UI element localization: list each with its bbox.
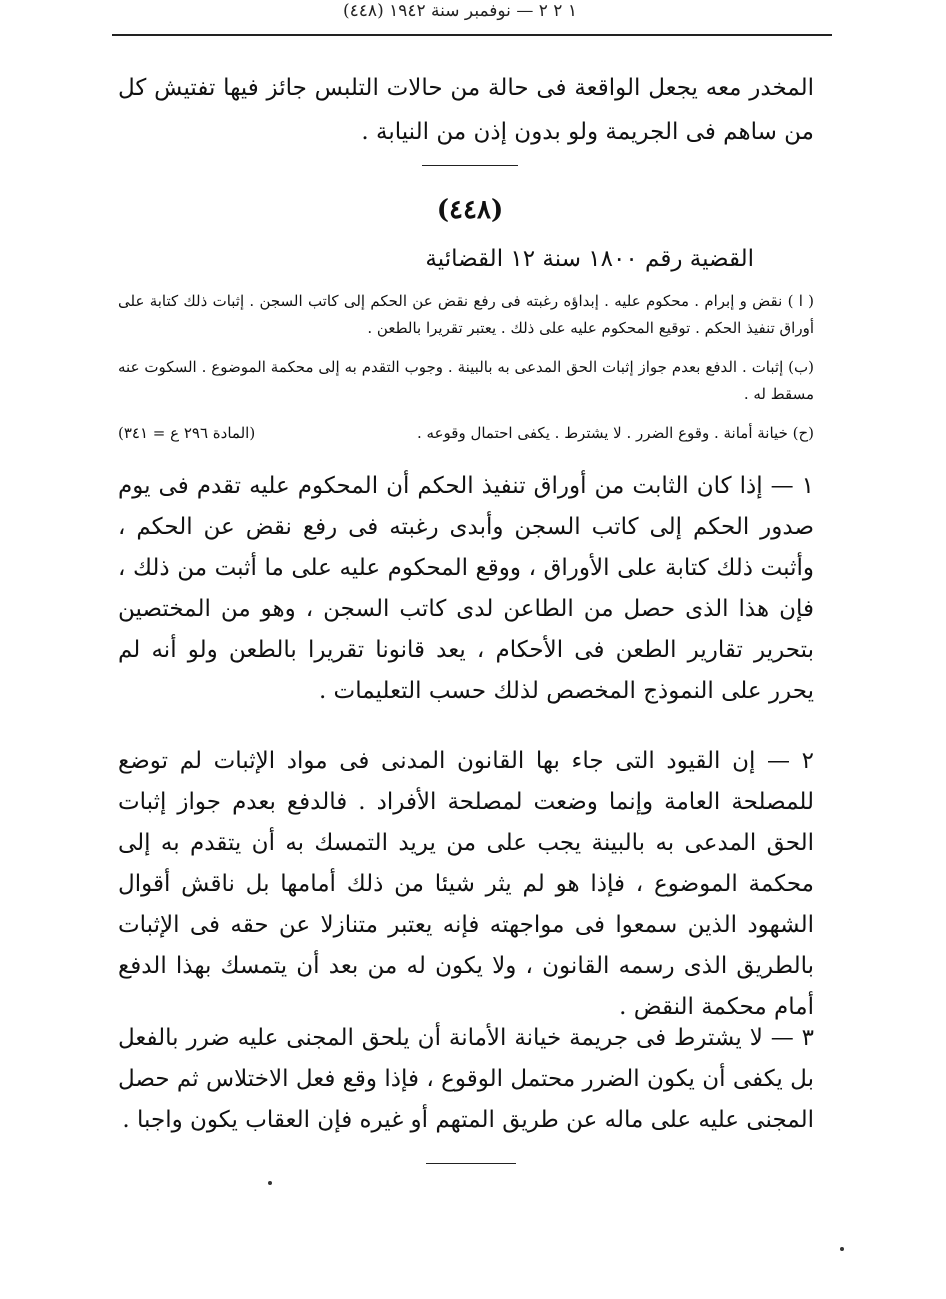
summary-item-c-article: (المادة ٢٩٦ ع = ٣٤١) [118, 424, 256, 442]
section-separator [422, 165, 518, 166]
summary-item-c-row [118, 420, 814, 447]
summary-item-b: (ب) إثبات . الدفع بعدم جواز إثبات الحق المدعى به بالبينة . وجوب التقدم به إلى محكمة الموضوع . السكوت عنه مسقط له . [118, 358, 814, 403]
running-header: ١ ٢ ٢ — نوفمبر سنة ١٩٤٢ (٤٤٨) [343, 1, 577, 21]
scan-speck [268, 1181, 272, 1185]
end-separator [426, 1163, 516, 1164]
header-rule [112, 34, 832, 36]
case-number: (٤٤٨) [436, 195, 504, 225]
summary-item-a: ( ا ) نقض و إبرام . محكوم عليه . إبداؤه رغبته فى رفع نقض عن الحكم إلى كاتب السجن . إثبات ذلك كتابة على أوراق تنفيذ الحكم . توقيع المحكوم عليه على ذلك . يعتبر تقريرا بالطعن . [118, 292, 814, 337]
ruling-paragraph-2: ٢ — إن القيود التى جاء بها القانون المدنى فى مواد الإثبات لم توضع للمصلحة العامة وإنما وضعت لمصلحة الأفراد . فالدفع بعدم جواز إثبات الحق المدعى به بالبينة يجب على من يريد التمسك به أن يتقدم به إلى محكمة الموضوع ، فإذا هو لم يثر شيئا من ذلك أمامها بل ناقش أقوال الشهود الذين سمعوا فى مواجهته فإنه يعتبر متنازلا عن حقه فى الإثبات بالطريق الذى رسمه القانون ، ولا يكون له من بعد أن يتمسك بهذا الدفع أمام محكمة النقض . [118, 748, 814, 1020]
ruling-paragraph-1: ١ — إذا كان الثابت من أوراق تنفيذ الحكم أن المحكوم عليه تقدم فى يوم صدور الحكم إلى كاتب السجن وأبدى رغبته فى رفع نقض عن الحكم ، وأثبت ذلك كتابة على الأوراق ، ووقع المحكوم عليه على ما أثبت من ذلك ، فإن هذا الذى حصل من الطاعن لدى كاتب السجن ، وهو من المختصين بتحرير تقارير الطعن فى الأحكام ، يعد قانونا تقريرا بالطعن ولو أنه لم يحرر على النموذج المخصص لذلك حسب التعليمات . [118, 473, 814, 704]
case-reference: القضية رقم ١٨٠٠ سنة ١٢ القضائية [425, 246, 754, 272]
intro-paragraph: المخدر معه يجعل الواقعة فى حالة من حالات التلبس جائز فيها تفتيش كل من ساهم فى الجريمة ولو بدون إذن من النيابة . [118, 75, 814, 145]
ruling-paragraph-3: ٣ — لا يشترط فى جريمة خيانة الأمانة أن يلحق المجنى عليه ضرر بالفعل بل يكفى أن يكون الضرر محتمل الوقوع ، فإذا وقع فعل الاختلاس ثم حصل المجنى عليه على ماله عن طريق المتهم أو غيره فإن العقاب يكون واجبا . [118, 1025, 814, 1133]
scan-speck [840, 1247, 844, 1251]
summary-item-c: (ح) خيانة أمانة . وقوع الضرر . لا يشترط . يكفى احتمال وقوعه . [417, 424, 814, 442]
